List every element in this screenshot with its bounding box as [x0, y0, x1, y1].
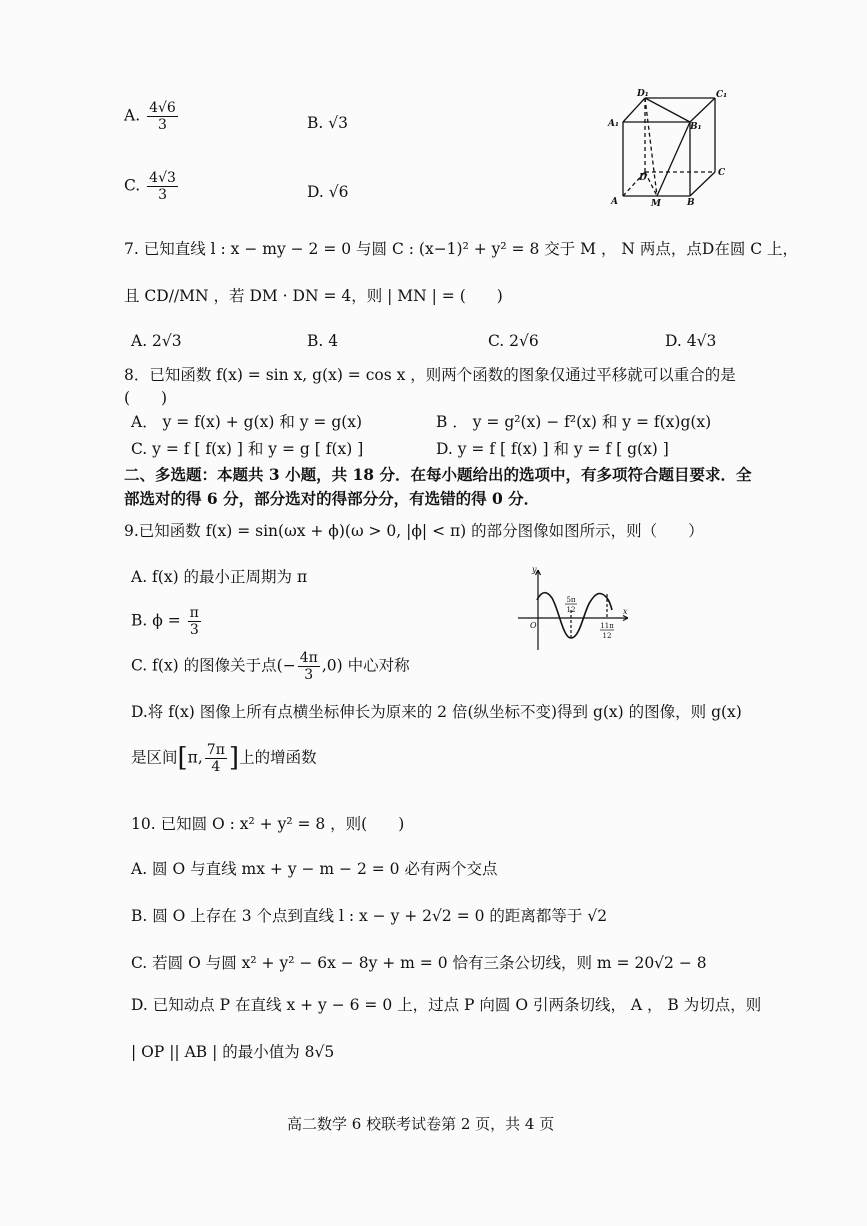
q6-c-denominator: 3: [158, 187, 167, 204]
q6-a-denominator: 3: [157, 117, 167, 134]
x-label: x: [623, 607, 628, 616]
q7-stem-line1: 7. 已知直线 l : x − my − 2 = 0 与圆 C : (x−1)² + y² = 8 交于 M ， N 两点，点D在圆 C 上，: [124, 240, 799, 258]
q9-d-denominator: 4: [211, 759, 221, 776]
q10-option-d-line1: D. 已知动点 P 在直线 x + y − 6 = 0 上，过点 P 向圆 O 引两条切线， A ， B 为切点，则: [131, 996, 762, 1014]
q8-stem-line1: 8．已知函数 f(x) = sin x, g(x) = cos x ，则两个函数的图象仅通过平移就可以重合的是: [124, 366, 736, 384]
q7-option-d: D. 4√3: [665, 332, 717, 350]
q10-stem: 10. 已知圆 O : x² + y² = 8 ，则( ): [131, 815, 405, 833]
diag-d1b1: [645, 98, 690, 122]
q6-option-d: D. √6: [307, 183, 349, 201]
label-c: C: [718, 168, 726, 178]
label-c1: C₁: [716, 90, 728, 100]
q9-option-b: B. ϕ = $\frac{\pi}{3}$: [131, 605, 199, 639]
q9-b-numerator: π: [189, 605, 199, 621]
q8-stem-line2: ( ): [124, 389, 168, 407]
origin-label: O: [530, 621, 537, 630]
label-b: B: [687, 198, 695, 208]
label-a1: A₁: [608, 119, 619, 129]
q10-option-b: B. 圆 O 上存在 3 个点到直线 l : x − y + 2√2 = 0 的距离都等于 √2: [131, 907, 608, 925]
q9-option-d-line2: 是区间[π, $\frac{7\pi}{4}$ ]上的增函数: [131, 742, 317, 776]
q8-option-b: B ． y = g²(x) − f²(x) 和 y = f(x)g(x): [436, 413, 712, 431]
tick2-denominator: 12: [602, 632, 612, 640]
q7-stem-line2: 且 CD//MN ，若 DM · DN = 4，则 | MN | = ( ): [124, 287, 503, 305]
q6-c-numerator: 4√3: [149, 170, 176, 186]
q10-option-a: A. 圆 O 与直线 mx + y − m − 2 = 0 必有两个交点: [131, 860, 498, 878]
edge-b1c1: [690, 98, 715, 122]
q9-b-denominator: 3: [189, 622, 199, 639]
page-footer: 高二数学 6 校联考试卷第 2 页，共 4 页: [287, 1115, 555, 1133]
tick1-numerator: 5π: [566, 596, 576, 604]
q8-option-c: C. y = f [ f(x) ] 和 y = g [ f(x) ]: [131, 440, 364, 458]
q7-option-b: B. 4: [307, 332, 339, 350]
q8-option-d: D. y = f [ f(x) ] 和 y = f [ g(x) ]: [436, 440, 669, 458]
label-b1: B₁: [690, 122, 702, 132]
cube-figure: [605, 88, 735, 210]
q10-option-d-line2: | OP || AB | 的最小值为 8√5: [131, 1043, 335, 1061]
section2-heading-line2: 部选对的得 6 分，部分选对的得部分分，有选错的得 0 分．: [124, 489, 540, 508]
q9-c-denominator: 3: [304, 667, 314, 684]
tick2-numerator: 11π: [600, 622, 614, 630]
q6-a-numerator: 4√6: [149, 100, 176, 116]
edge-bc: [690, 172, 715, 196]
q10-option-c: C. 若圆 O 与圆 x² + y² − 6x − 8y + m = 0 恰有三条公切线，则 m = 20√2 − 8: [131, 954, 707, 972]
label-d1: D₁: [637, 89, 649, 99]
y-label: y: [532, 565, 537, 574]
q9-c-numerator: 4π: [299, 650, 318, 666]
q9-d-numerator: 7π: [206, 742, 225, 758]
section2-heading-line1: 二、多选题：本题共 3 小题，共 18 分．在每小题给出的选项中，有多项符合题目要求．全: [124, 465, 752, 484]
q8-option-a: A． y = f(x) + g(x) 和 y = g(x): [131, 413, 363, 431]
label-d: D: [639, 173, 647, 183]
label-a: A: [611, 197, 618, 207]
q7-option-c: C. 2√6: [488, 332, 539, 350]
q9-sine-graph: [510, 562, 635, 654]
segment-b1m: [657, 122, 690, 196]
q9-option-a: A. f(x) 的最小正周期为 π: [131, 568, 308, 586]
q7-option-a: A. 2√3: [131, 332, 182, 350]
q9-option-d-line1: D.将 f(x) 图像上所有点横坐标伸长为原来的 2 倍(纵坐标不变)得到 g(x) 的图像，则 g(x): [131, 703, 742, 721]
q9-stem: 9.已知函数 f(x) = sin(ωx + ϕ)(ω > 0, |ϕ| < π) 的部分图像如图所示，则（ ）: [124, 522, 704, 540]
q6-option-b: B. √3: [307, 114, 348, 132]
q6-option-a: A. $\frac{4√6}{3}$: [124, 100, 176, 134]
q9-option-c: C. f(x) 的图像关于点(− $\frac{4\pi}{3}$ ,0) 中心对称: [131, 650, 410, 684]
label-m: M: [651, 199, 661, 209]
edge-a1d1: [623, 98, 645, 122]
q6-option-c: C. $\frac{4√3}{3}$: [124, 170, 176, 204]
tick1-denominator: 12: [566, 606, 576, 614]
